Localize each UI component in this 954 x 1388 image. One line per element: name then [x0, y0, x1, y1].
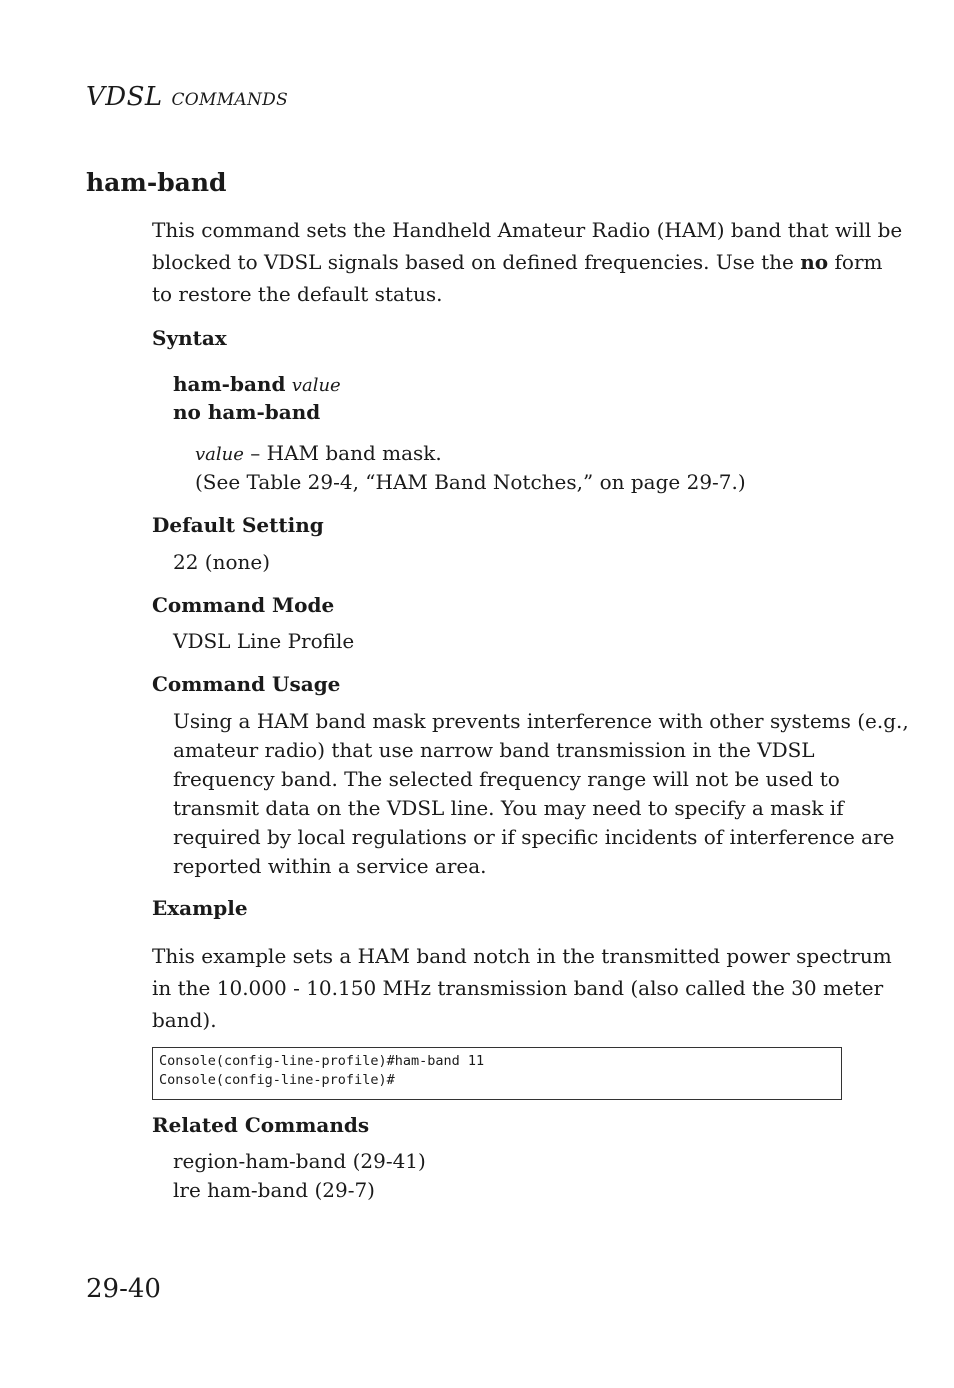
default-setting-heading: Default Setting	[152, 513, 324, 537]
syntax-heading: Syntax	[152, 326, 227, 350]
example-heading: Example	[152, 896, 248, 920]
command-usage-heading: Command Usage	[152, 672, 341, 696]
page-number: 29-40	[86, 1274, 161, 1304]
syntax-command-1	[173, 372, 341, 396]
param-description	[195, 441, 442, 465]
header-prefix: VDSL	[86, 82, 172, 112]
example-line: This example sets a HAM band notch in the transmitted power spectrum	[152, 944, 892, 968]
related-commands-heading: Related Commands	[152, 1113, 370, 1137]
param-desc: – HAM band mask.	[243, 441, 442, 465]
usage-line: transmit data on the VDSL line. You may need to specify a mask if	[173, 796, 844, 820]
param-name: value	[195, 444, 244, 465]
intro-line-1: This command sets the Handheld Amateur Radio (HAM) band that will be	[152, 218, 903, 242]
intro-line-2-tail: form	[828, 250, 883, 274]
syntax-command-1-param: value	[291, 375, 341, 396]
intro-line-2	[152, 246, 883, 278]
intro-line-3: to restore the default status.	[152, 282, 443, 306]
syntax-command-1-name: ham-band	[173, 372, 286, 396]
header-small-caps: COMMANDS	[171, 90, 289, 110]
code-line: Console(config-line-profile)#	[159, 1072, 395, 1088]
usage-line: frequency band. The selected frequency range will not be used to	[173, 767, 840, 791]
example-line: in the 10.000 - 10.150 MHz transmission band (also called the 30 meter	[152, 976, 884, 1000]
related-command-item: lre ham-band (29-7)	[173, 1178, 375, 1202]
usage-line: amateur radio) that use narrow band transmission in the VDSL	[173, 738, 815, 762]
command-mode-heading: Command Mode	[152, 593, 335, 617]
intro-paragraph	[152, 214, 903, 310]
usage-line: Using a HAM band mask prevents interference with other systems (e.g.,	[173, 709, 909, 733]
command-mode-value: VDSL Line Profile	[173, 629, 355, 653]
param-reference: (See Table 29-4, “HAM Band Notches,” on page 29-7.)	[195, 470, 746, 494]
related-command-item: region-ham-band (29-41)	[173, 1149, 426, 1173]
no-keyword: no	[800, 250, 829, 274]
intro-line-2-text: blocked to VDSL signals based on defined frequencies. Use the	[152, 250, 801, 274]
example-line: band).	[152, 1008, 217, 1032]
command-usage-text	[173, 707, 909, 881]
code-example-box	[152, 1047, 842, 1100]
default-setting-value: 22 (none)	[173, 550, 271, 574]
example-paragraph	[152, 940, 892, 1036]
usage-line: required by local regulations or if specific incidents of interference are	[173, 825, 895, 849]
code-line: Console(config-line-profile)#ham-band 11	[159, 1053, 485, 1069]
usage-line: reported within a service area.	[173, 854, 487, 878]
running-header	[86, 82, 288, 112]
section-title: ham-band	[86, 168, 227, 197]
syntax-command-2: no ham-band	[173, 400, 321, 424]
